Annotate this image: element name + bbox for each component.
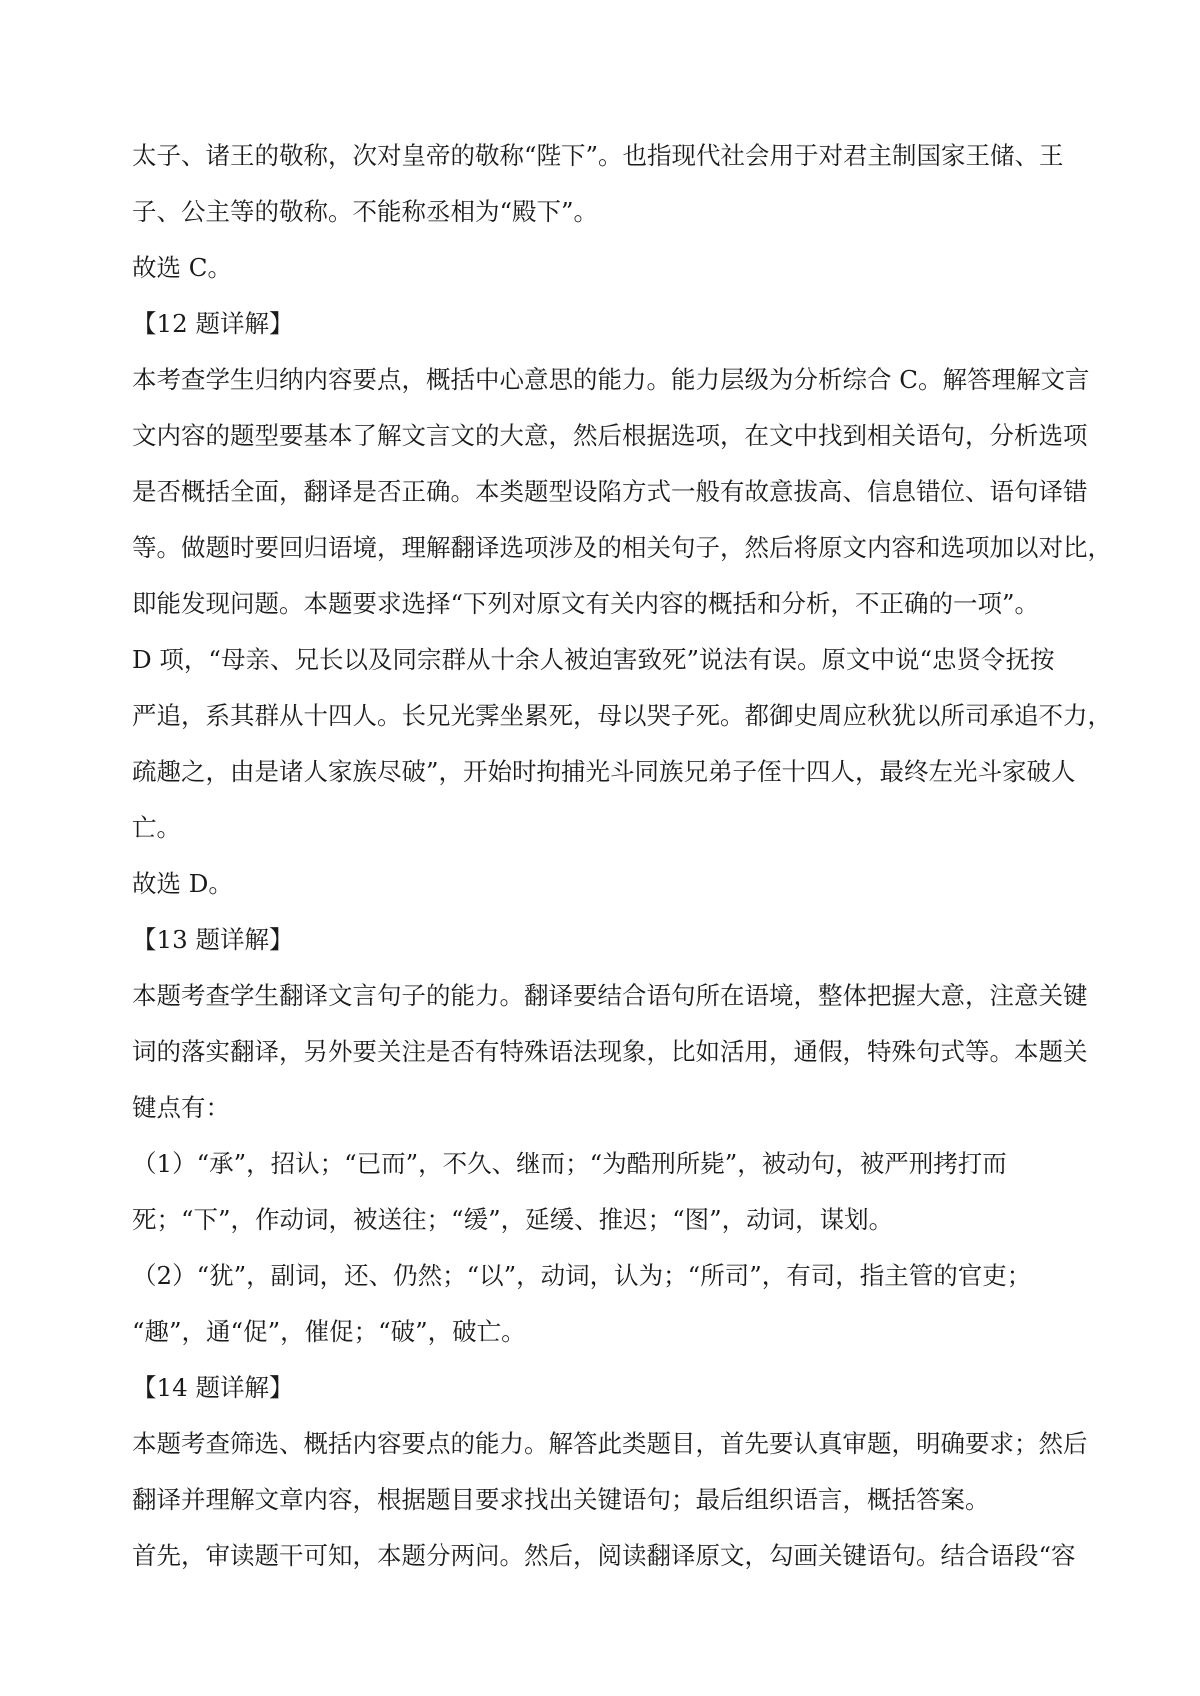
- document-body: [132, 128, 1112, 1584]
- text-line: “趣”，通“促”，催促；“破”，破亡。: [132, 1317, 526, 1346]
- text-line: D 项，“母亲、兄长以及同宗群从十余人被迫害致死”说法有误。原文中说“忠贤令抚按: [132, 645, 1055, 674]
- text-line: 太子、诸王的敬称，次对皇帝的敬称“陛下”。也指现代社会用于对君主制国家王储、王: [132, 141, 1064, 170]
- text-line: 本题考查筛选、概括内容要点的能力。解答此类题目，首先要认真审题，明确要求；然后: [132, 1429, 1088, 1458]
- text-line: （2）“犹”，副词，还、仍然；“以”，动词，认为；“所司”，有司，指主管的官吏；: [132, 1261, 1032, 1290]
- text-line: 文内容的题型要基本了解文言文的大意，然后根据选项，在文中找到相关语句，分析选项: [132, 421, 1088, 450]
- text-line: 即能发现问题。本题要求选择“下列对原文有关内容的概括和分析，不正确的一项”。: [132, 589, 1040, 618]
- text-line: 故选 C。: [132, 253, 233, 282]
- text-line: 故选 D。: [132, 869, 233, 898]
- text-line: 是否概括全面，翻译是否正确。本类题型设陷方式一般有故意拔高、信息错位、语句译错: [132, 477, 1088, 506]
- text-line: 严追，系其群从十四人。长兄光霁坐累死，母以哭子死。都御史周应秋犹以所司承追不力，: [132, 701, 1112, 730]
- text-line: 首先，审读题干可知，本题分两问。然后，阅读翻译原文，勾画关键语句。结合语段“容: [132, 1541, 1076, 1570]
- text-line: 等。做题时要回归语境，理解翻译选项涉及的相关句子，然后将原文内容和选项加以对比，: [132, 533, 1112, 562]
- text-line: 本题考查学生翻译文言句子的能力。翻译要结合语句所在语境，整体把握大意，注意关键: [132, 981, 1088, 1010]
- text-line: 本考查学生归纳内容要点，概括中心意思的能力。能力层级为分析综合 C。解答理解文言: [132, 365, 1090, 394]
- text-line: 键点有：: [132, 1093, 230, 1122]
- section-heading-13: 【13 题详解】: [132, 925, 294, 954]
- section-heading-12: 【12 题详解】: [132, 309, 294, 338]
- text-line: 子、公主等的敬称。不能称丞相为“殿下”。: [132, 197, 599, 226]
- text-line: 翻译并理解文章内容，根据题目要求找出关键语句；最后组织语言，概括答案。: [132, 1485, 990, 1514]
- text-line: 疏趣之，由是诸人家族尽破”，开始时拘捕光斗同族兄弟子侄十四人，最终左光斗家破人: [132, 757, 1076, 786]
- text-line: 亡。: [132, 813, 181, 842]
- text-line: 死；“下”，作动词，被送往；“缓”，延缓、推迟；“图”，动词，谋划。: [132, 1205, 894, 1234]
- section-heading-14: 【14 题详解】: [132, 1373, 294, 1402]
- text-line: （1）“承”，招认；“已而”，不久、继而；“为酷刑所毙”，被动句，被严刑拷打而: [132, 1149, 1007, 1178]
- text-line: 词的落实翻译，另外要关注是否有特殊语法现象，比如活用，通假，特殊句式等。本题关: [132, 1037, 1088, 1066]
